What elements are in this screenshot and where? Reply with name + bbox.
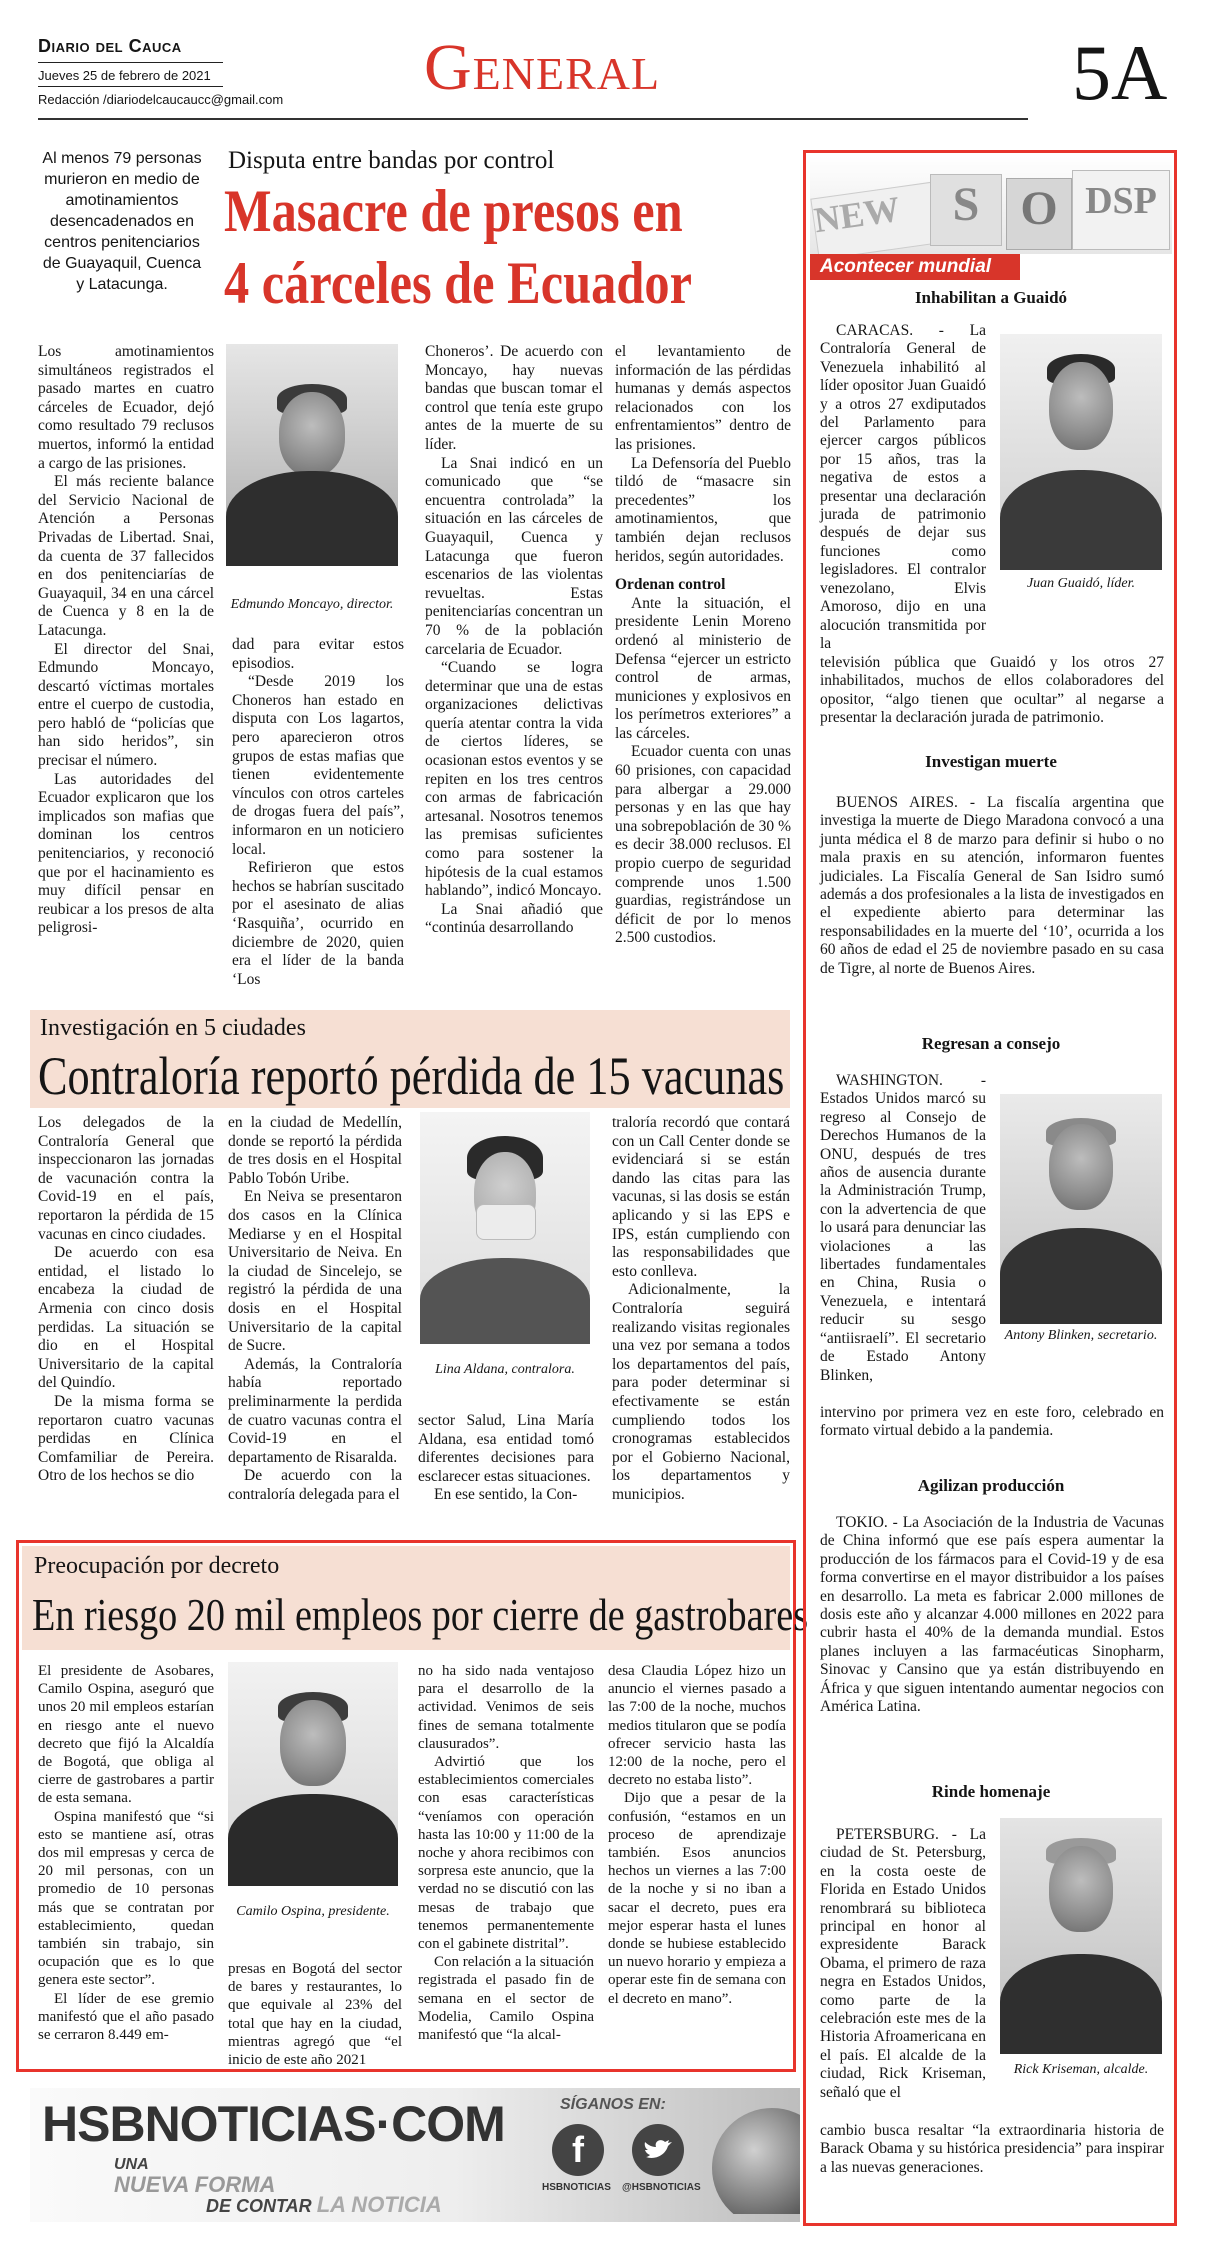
second-kicker: Investigación en 5 ciudades (40, 1015, 306, 1041)
paragraph: Los amotinamientos simultáneos registrados el pasado martes en cuatro cárceles de Ecuador, dejó como resultado 79 reclusos muertos, informó la entidad a cargo de las prisiones. (38, 343, 214, 472)
paragraph: WASHINGTON. - Estados Unidos marcó su regreso al Consejo de Derechos Humanos de la ONU, después de tres años de ausencia durante la Administración Trump, con la advertencia de que lo usará para denunciar las violaciones a las libertades fundamentales en China, Rusia o Venezuela, e intentará reducir su sesgo “antiisraelí”. El secretario de Estado Antony Blinken, (820, 1072, 986, 1384)
paragraph: El más reciente balance del Servicio Nacional de Atención a Personas Privadas de Libertad. Snai, da cuenta de 37 fallecidos en dos penitenciarías de Guayaquil, 34 en una cárcel de Cuenca y 8 en la de Latacunga. (38, 473, 214, 639)
second-story-header (30, 1010, 790, 1108)
paragraph: desa Claudia López hizo un anuncio el viernes pasado a las 7:00 de la noche, muchos medios titularon que se podía ofrecer servicio hasta las 12:00 de la noche, pero el decreto no estaba listo”. (608, 1663, 786, 1789)
brief-text (820, 794, 1164, 978)
paragraph: no ha sido nada ventajoso para el desarrollo de la actividad. Venimos de seis fines de semana totalmente clausurados”. (418, 1663, 594, 1752)
newspaper-stack-graphic (810, 156, 1172, 254)
paragraph: Refirieron que estos hechos se habrían suscitado por el asesinato de alias ‘Rasquiña’, ocurrido en diciembre de 2020, quien era el líder de la banda ‘Los (232, 859, 404, 988)
paragraph: De acuerdo con esa entidad, el listado lo encabeza la ciudad de Armenia con cinco dosis perdidas. La situación se dio en el Hospital Universitario de la capital del Quindío. (38, 1244, 214, 1392)
paragraph: Adicionalmente, la Contraloría seguirá realizando visitas regionales una vez por semana a todos los departamentos del país, para poder determinar si efectivamente se están cumpliendo todos los cronogramas establecidos por el Gobierno Nacional, los departamentos y municipios. (612, 1281, 790, 1503)
second-column-3 (418, 1412, 594, 1505)
paragraph: Además, la Contraloría había reportado preliminarmente la perdida de cuatro vacunas contra el Covid-19 en el departamento de Risaralda. (228, 1355, 402, 1466)
masthead-underline (38, 118, 1028, 120)
ad-tagline (114, 2156, 442, 2217)
subheading: Ordenan control (615, 576, 726, 594)
brief-title: Rinde homenaje (931, 1782, 1051, 1801)
paragraph: Dijo que a pesar de la confusión, “estamos en un proceso de aprendizaje también. Esos anuncios hechos un viernes a las 7:00 de la noche y si no iban a sacar el decreto, pues era mejor esperar hasta el lunes donde se hubiese establecido un nuevo horario y empieza a operar este fin de semana con el decreto en mano”. (608, 1790, 786, 2007)
lead-column-4 (615, 343, 791, 948)
ad-brand (42, 2096, 505, 2152)
page-number: 5A (1072, 29, 1168, 116)
second-headline: Contraloría reportó pérdida de 15 vacunas (38, 1046, 785, 1106)
brief-text (820, 1826, 986, 2102)
ad-follow: SÍGANOS EN: (560, 2096, 666, 2113)
photo-caption: Edmundo Moncayo, director. (230, 597, 394, 612)
paragraph: intervino por primera vez en este foro, celebrado en formato virtual debido a la pandemia. (820, 1404, 1164, 1440)
paragraph: “Desde 2019 los Choneros han estado en disputa con Los lagartos, pero aparecieron otros grupos de estas mafias que tienen evidentemente vínculos con otros carteles de drogas fuera del país”, informaron en un noticiero local. (232, 673, 404, 858)
photo-juan-guaido (1000, 334, 1162, 570)
photo-caption: Camilo Ospina, presidente. (236, 1904, 390, 1919)
brief-title: Regresan a consejo (921, 1034, 1061, 1053)
paragraph: Los delegados de la Contraloría General que inspeccionaron las jornadas de vacunación contra la Covid-19 en el país, reportaron la pérdida de 15 vacunas en cinco ciudades. (38, 1114, 214, 1243)
paragraph: De acuerdo con la contraloría delegada para el (228, 1467, 402, 1503)
lead-column-3 (425, 343, 603, 938)
brief-text (820, 654, 1164, 728)
sidebar-banner: Acontecer mundial (810, 254, 1020, 280)
paragraph: CARACAS. - La Contraloría General de Venezuela inhabilitó al líder opositor Juan Guaidó y a otros 27 exdiputados del Parlamento para ejercer cargos públicos por 15 años, tras la negativa de estos a presentar una declaración jurada de patrimonio después de dejar sus funciones como legisladores. El contralor venezolano, Elvis Amoroso, dijo en una alocución transmitida por la (820, 322, 986, 652)
masthead-rule (38, 86, 223, 87)
photo-caption: Antony Blinken, secretario. (1004, 1328, 1158, 1343)
lead-headline-2: 4 cárceles de Ecuador (224, 250, 692, 316)
third-column-3 (418, 1662, 594, 2044)
paragraph: De la misma forma se reportaron cuatro vacunas perdidas en Clínica Comfamiliar de Pereira. Otro de los hechos se dio (38, 1392, 214, 1485)
ad-handle-facebook: HSBNOTICIAS (542, 2182, 611, 2193)
photo-camilo-ospina (228, 1662, 398, 1886)
newspaper-letters: S (930, 174, 1002, 246)
paragraph: PETERSBURG. - La ciudad de St. Petersburg, en la costa oeste de Florida en Estado Unidos renombrará su biblioteca principal en honor al expresidente Barack Obama, el primero de raza negra en Estados Unidos, como parte de la celebración este mes de la Historia Afroamericana en el país. El alcalde de la ciudad, Rick Kriseman, señaló que el (820, 1826, 986, 2101)
lead-headline-1: Masacre de presos en (224, 178, 683, 244)
second-column-4 (612, 1114, 790, 1504)
paragraph: TOKIO. - La Asociación de la Industria de Vacunas de China informó que ese país espera aumentar la producción de los fármacos para el Covid-19 y de esa forma convertirse en el mayor distribuidor a los países en desarrollo. La meta es fabricar 2.000 millones de dosis este año y alcanzar 4.000 millones en 2022 para cubrir hasta el 40% de la demanda mundial. Estos planes incluyen a las farmacéuticas Sinopharm, Sinovac y Cansino que ya están distribuyendo en África y que siguen intentando aumentar negocios con América Latina. (820, 1514, 1164, 1716)
photo-caption: Rick Kriseman, alcalde. (1013, 2062, 1149, 2077)
paragraph: “Cuando se logra determinar que una de estas organizaciones delictivas quería atentar contra la vida de ciertos líderes, se ocasionan estos eventos y se repiten en los tres centros con armas de fabricación artesanal. Nosotros tenemos las premisas suficientes como para sostener la hipótesis de la cual estamos hablando”, indicó Moncayo. (425, 659, 603, 900)
paragraph: presas en Bogotá del sector de bares y restaurantes, lo que equivale al 23% del total que hay en la ciudad, mientras agregó que “el inicio de este año 2021 (228, 1961, 402, 2069)
paragraph: En ese sentido, la Con- (434, 1486, 578, 1504)
paragraph: en la ciudad de Medellín, donde se reportó la pérdida de tres dosis en el Hospital Pablo Tobón Uribe. (228, 1114, 402, 1187)
third-kicker: Preocupación por decreto (34, 1553, 280, 1579)
brief-title: Investigan muerte (925, 752, 1057, 771)
ad-brand-name: HSBNOTICIAS (42, 2096, 376, 2152)
brief-title: Inhabilitan a Guaidó (914, 288, 1068, 307)
ad-tagline-line: UNA (114, 2156, 149, 2173)
paper-name: Diario del Cauca (38, 36, 182, 56)
third-column-4 (608, 1662, 786, 2008)
photo-lina-aldana (420, 1112, 590, 1344)
paragraph: el levantamiento de información de las pérdidas humanas y demás aspectos relacionados con los enfrentamientos” dentro de las prisiones. (615, 343, 791, 453)
paragraph: BUENOS AIRES. - La fiscalía argentina que investiga la muerte de Diego Maradona convocó a una junta médica el 8 de marzo para definir si hubo o no mala praxis en su atención, informaron fuentes judiciales. La Fiscalía General de San Isidro sumó además a dos profesionales a la lista de investigados en el expediente abierto para determinar las responsabilidades en la muerte del ‘10’, ocurrida a los 60 años de edad el 25 de noviembre pasado en su casa de Tigre, al norte de Buenos Aires. (820, 794, 1164, 977)
paragraph: dad para evitar estos episodios. (232, 636, 404, 672)
third-column-2 (228, 1960, 402, 2069)
ad-brand-suffix: ·COM (375, 2096, 505, 2152)
brief-text (820, 2122, 1164, 2177)
lead-column-2 (232, 636, 404, 989)
section-title: General (424, 31, 661, 104)
second-column-1 (38, 1114, 214, 1486)
contact-email: Redacción /diariodelcaucaucc@gmail.com (38, 92, 284, 107)
facebook-icon[interactable]: f (552, 2124, 604, 2176)
ad-handle-twitter: @HSBNOTICIAS (622, 2182, 701, 2193)
paragraph: La Defensoría del Pueblo tildó de “masacre sin precedentes” los amotinamientos, que también dejan reclusos heridos, según autoridades. (615, 454, 791, 565)
ad-tagline-line: NUEVA FORMA (114, 2172, 276, 2197)
paragraph: Ante la situación, el presidente Lenin Moreno ordenó al ministerio de Defensa “ejercer un estricto control de armas, municiones y explosivos en los perímetros exteriores” a las cárceles. (615, 594, 791, 742)
lead-summary: Al menos 79 personas murieron en medio de amotinamientos desencadenados en centros penitenciarios de Guayaquil, Cuenca y Latacunga. (42, 150, 202, 293)
paragraph: Las autoridades del Ecuador explicaron que los implicados son mafias que dominan los centros penitenciarios, y reconoció que por el hacinamiento es muy difícil pensar en reubicar a los presos de alta peligrosi- (38, 770, 214, 937)
lead-kicker: Disputa entre bandas por control (228, 147, 555, 174)
brief-text (820, 1514, 1164, 1716)
paragraph: traloría recordó que contará con un Call Center donde se evidenciará si se están dando las citas para las vacunas, si las dosis se están aplicando y si las EPS e IPS, están cumpliendo con las responsabilidades que esto conlleva. (612, 1114, 790, 1280)
paragraph: El director del Snai, Edmundo Moncayo, descartó víctimas mortales entre el cuerpo de custodia, pero habló de “policías que han sido heridos”, sin precisar el número. (38, 640, 214, 770)
photo-caption: Juan Guaidó, líder. (1026, 576, 1136, 591)
paragraph: Ospina manifestó que “si esto se mantiene así, otras dos mil empresas y cerca de 20 mil personas, con un promedio de 10 personas más que se contratan por establecimiento, quedan también sin trabajo, sin ocupación que es lo que genera este sector”. (38, 1808, 214, 1989)
paragraph: La Snai indicó en un comunicado que “se encuentra controlada” la situación en las cárceles de Guayaquil, Cuenca y Latacunga que fueron escenarios de las violentas revueltas. Estas penitenciarías concentran un 70 % de la población carcelaria de Ecuador. (425, 454, 603, 658)
brief-text (820, 322, 986, 653)
paragraph: El presidente de Asobares, Camilo Ospina, aseguró que unos 20 mil empleos estarían en riesgo ante el nuevo decreto que fijó la Alcaldía de Bogotá, que obliga al cierre de gastrobares a partir de esta semana. (38, 1663, 214, 1807)
paragraph: televisión pública que Guaidó y los otros 27 inhabilitados, muchos de ellos colaboradores del opositor, “algo tienen que ocultar” al negarse a presentar la declaración jurada de patrimonio. (820, 654, 1164, 727)
photo-antony-blinken (1000, 1094, 1162, 1324)
paragraph: Choneros’. De acuerdo con Moncayo, hay nuevas bandas que buscan tomar el control que tenía este grupo antes de la muerte de su líder. (425, 343, 603, 453)
issue-date: Jueves 25 de febrero de 2021 (38, 68, 211, 83)
newspaper-letters: O (1006, 178, 1072, 250)
newspaper-letters: NEW (810, 182, 939, 254)
brief-title: Agilizan producción (917, 1476, 1065, 1495)
ad-tagline-part: LA NOTICIA (316, 2192, 442, 2217)
ad-tagline-part: DE CONTAR (206, 2196, 312, 2216)
third-headline: En riesgo 20 mil empleos por cierre de gastrobares (32, 1589, 809, 1640)
third-story-header (22, 1546, 809, 1650)
paragraph: En Neiva se presentaron dos casos en la Clínica Mediarse y en el Hospital Universitario de Neiva. En la ciudad de Sincelejo, se registró la pérdida de una dosis en el Hospital Universitario de la capital de Sucre. (228, 1188, 402, 1355)
ad-tagline-line (206, 2192, 442, 2217)
paragraph: cambio busca resaltar “la extraordinaria historia de Barack Obama y su histórica presidencia” para inspirar a las nuevas generaciones. (820, 2122, 1164, 2176)
paragraph: El líder de ese gremio manifestó que el año pasado se cerraron 8.449 em- (38, 1990, 214, 2044)
paragraph: La Snai añadió que “continúa desarrollando (425, 900, 603, 937)
brief-text (820, 1072, 986, 1385)
newspaper-letters: DSP (1072, 170, 1170, 250)
twitter-icon[interactable] (632, 2124, 684, 2176)
brief-text (820, 1404, 1164, 1441)
paragraph: Con relación a la situación registrada el pasado fin de semana en el sector de Modelia, Camilo Ospina manifestó que “la alcal- (418, 1954, 594, 2044)
paragraph: Ecuador cuenta con unas 60 prisiones, con capacidad para albergar a 29.000 personas y en las que hay una sobrepoblación de 30 % es decir 38.000 reclusos. El propio cuerpo de seguridad comprende unos 1.500 guardias, registrándose un déficit de por lo menos 2.500 custodios. (615, 743, 791, 947)
twitter-bird-icon (632, 2124, 684, 2176)
second-column-2 (228, 1114, 402, 1504)
hsb-ad[interactable] (30, 2088, 800, 2222)
mask (476, 1204, 536, 1240)
third-column-1 (38, 1662, 214, 2044)
photo-edmundo-moncayo (226, 344, 398, 566)
paragraph: sector Salud, Lina María Aldana, esa entidad tomó diferentes decisiones para esclarecer estas situaciones. (418, 1412, 594, 1485)
masthead-rule (38, 62, 223, 63)
paragraph: Advirtió que los establecimientos comerciales con esas características “veníamos con operación hasta las 10:00 y 11:00 de la noche y ahora recibimos con sorpresa este anuncio, que la verdad no se discutió con las mesas de trabajo que tenemos permanentemente con el gabinete distrital”. (418, 1754, 594, 1953)
lead-column-1 (38, 343, 214, 938)
photo-caption: Lina Aldana, contralora. (435, 1362, 575, 1377)
photo-rick-kriseman (1000, 1818, 1162, 2054)
